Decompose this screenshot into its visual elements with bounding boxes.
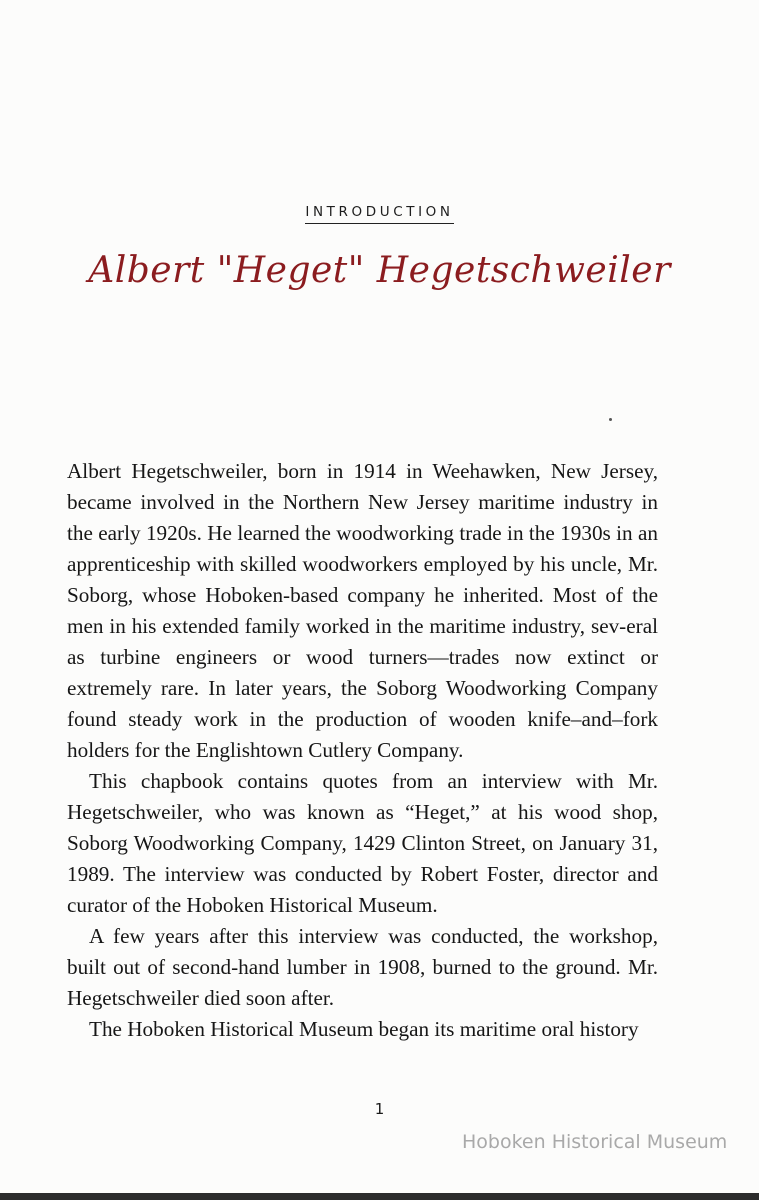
- bleed-through-decoration: [60, 86, 670, 117]
- section-label: [0, 204, 759, 224]
- paragraph-3: A few years after this interview was conducted, the workshop, built out of second-hand lumber in 1908, burned to the ground. Mr. Hegetschweiler died soon after.: [67, 924, 658, 1010]
- body-text: [67, 456, 658, 1045]
- paragraph-1: Albert Hegetschweiler, born in 1914 in Weehawken, New Jersey, became involved in the Northern New Jersey maritime industry in the early 1920s. He learned the woodworking trade in the 1930s in an apprenticeship with skilled woodworkers employed by his uncle, Mr. Soborg, whose Hoboken-based company he inherited. Most of the men in his extended family worked in the maritime industry, sev-eral as turbine engineers or wood turners—trades now extinct or extremely rare. In later years, the Soborg Woodworking Company found steady work in the production of wooden knife–and–fork holders for the Englishtown Cutlery Company.: [67, 459, 658, 762]
- paper-speck: [609, 418, 612, 421]
- page-number: 1: [374, 1100, 385, 1118]
- paragraph-4: The Hoboken Historical Museum began its maritime oral history: [89, 1017, 639, 1041]
- section-label-text: INTRODUCTION: [305, 204, 453, 224]
- chapter-title: Albert "Heget" Hegetschweiler: [88, 250, 671, 291]
- scan-bottom-edge: [0, 1193, 759, 1200]
- paragraph-2: This chapbook contains quotes from an interview with Mr. Hegetschweiler, who was known as “Heget,” at his wood shop, Soborg Woodworking Company, 1429 Clinton Street, on January 31, 1989. The interview was conducted by Robert Foster, director and curator of the Hoboken Historical Museum.: [67, 769, 658, 917]
- watermark: Hoboken Historical Museum: [462, 1131, 728, 1153]
